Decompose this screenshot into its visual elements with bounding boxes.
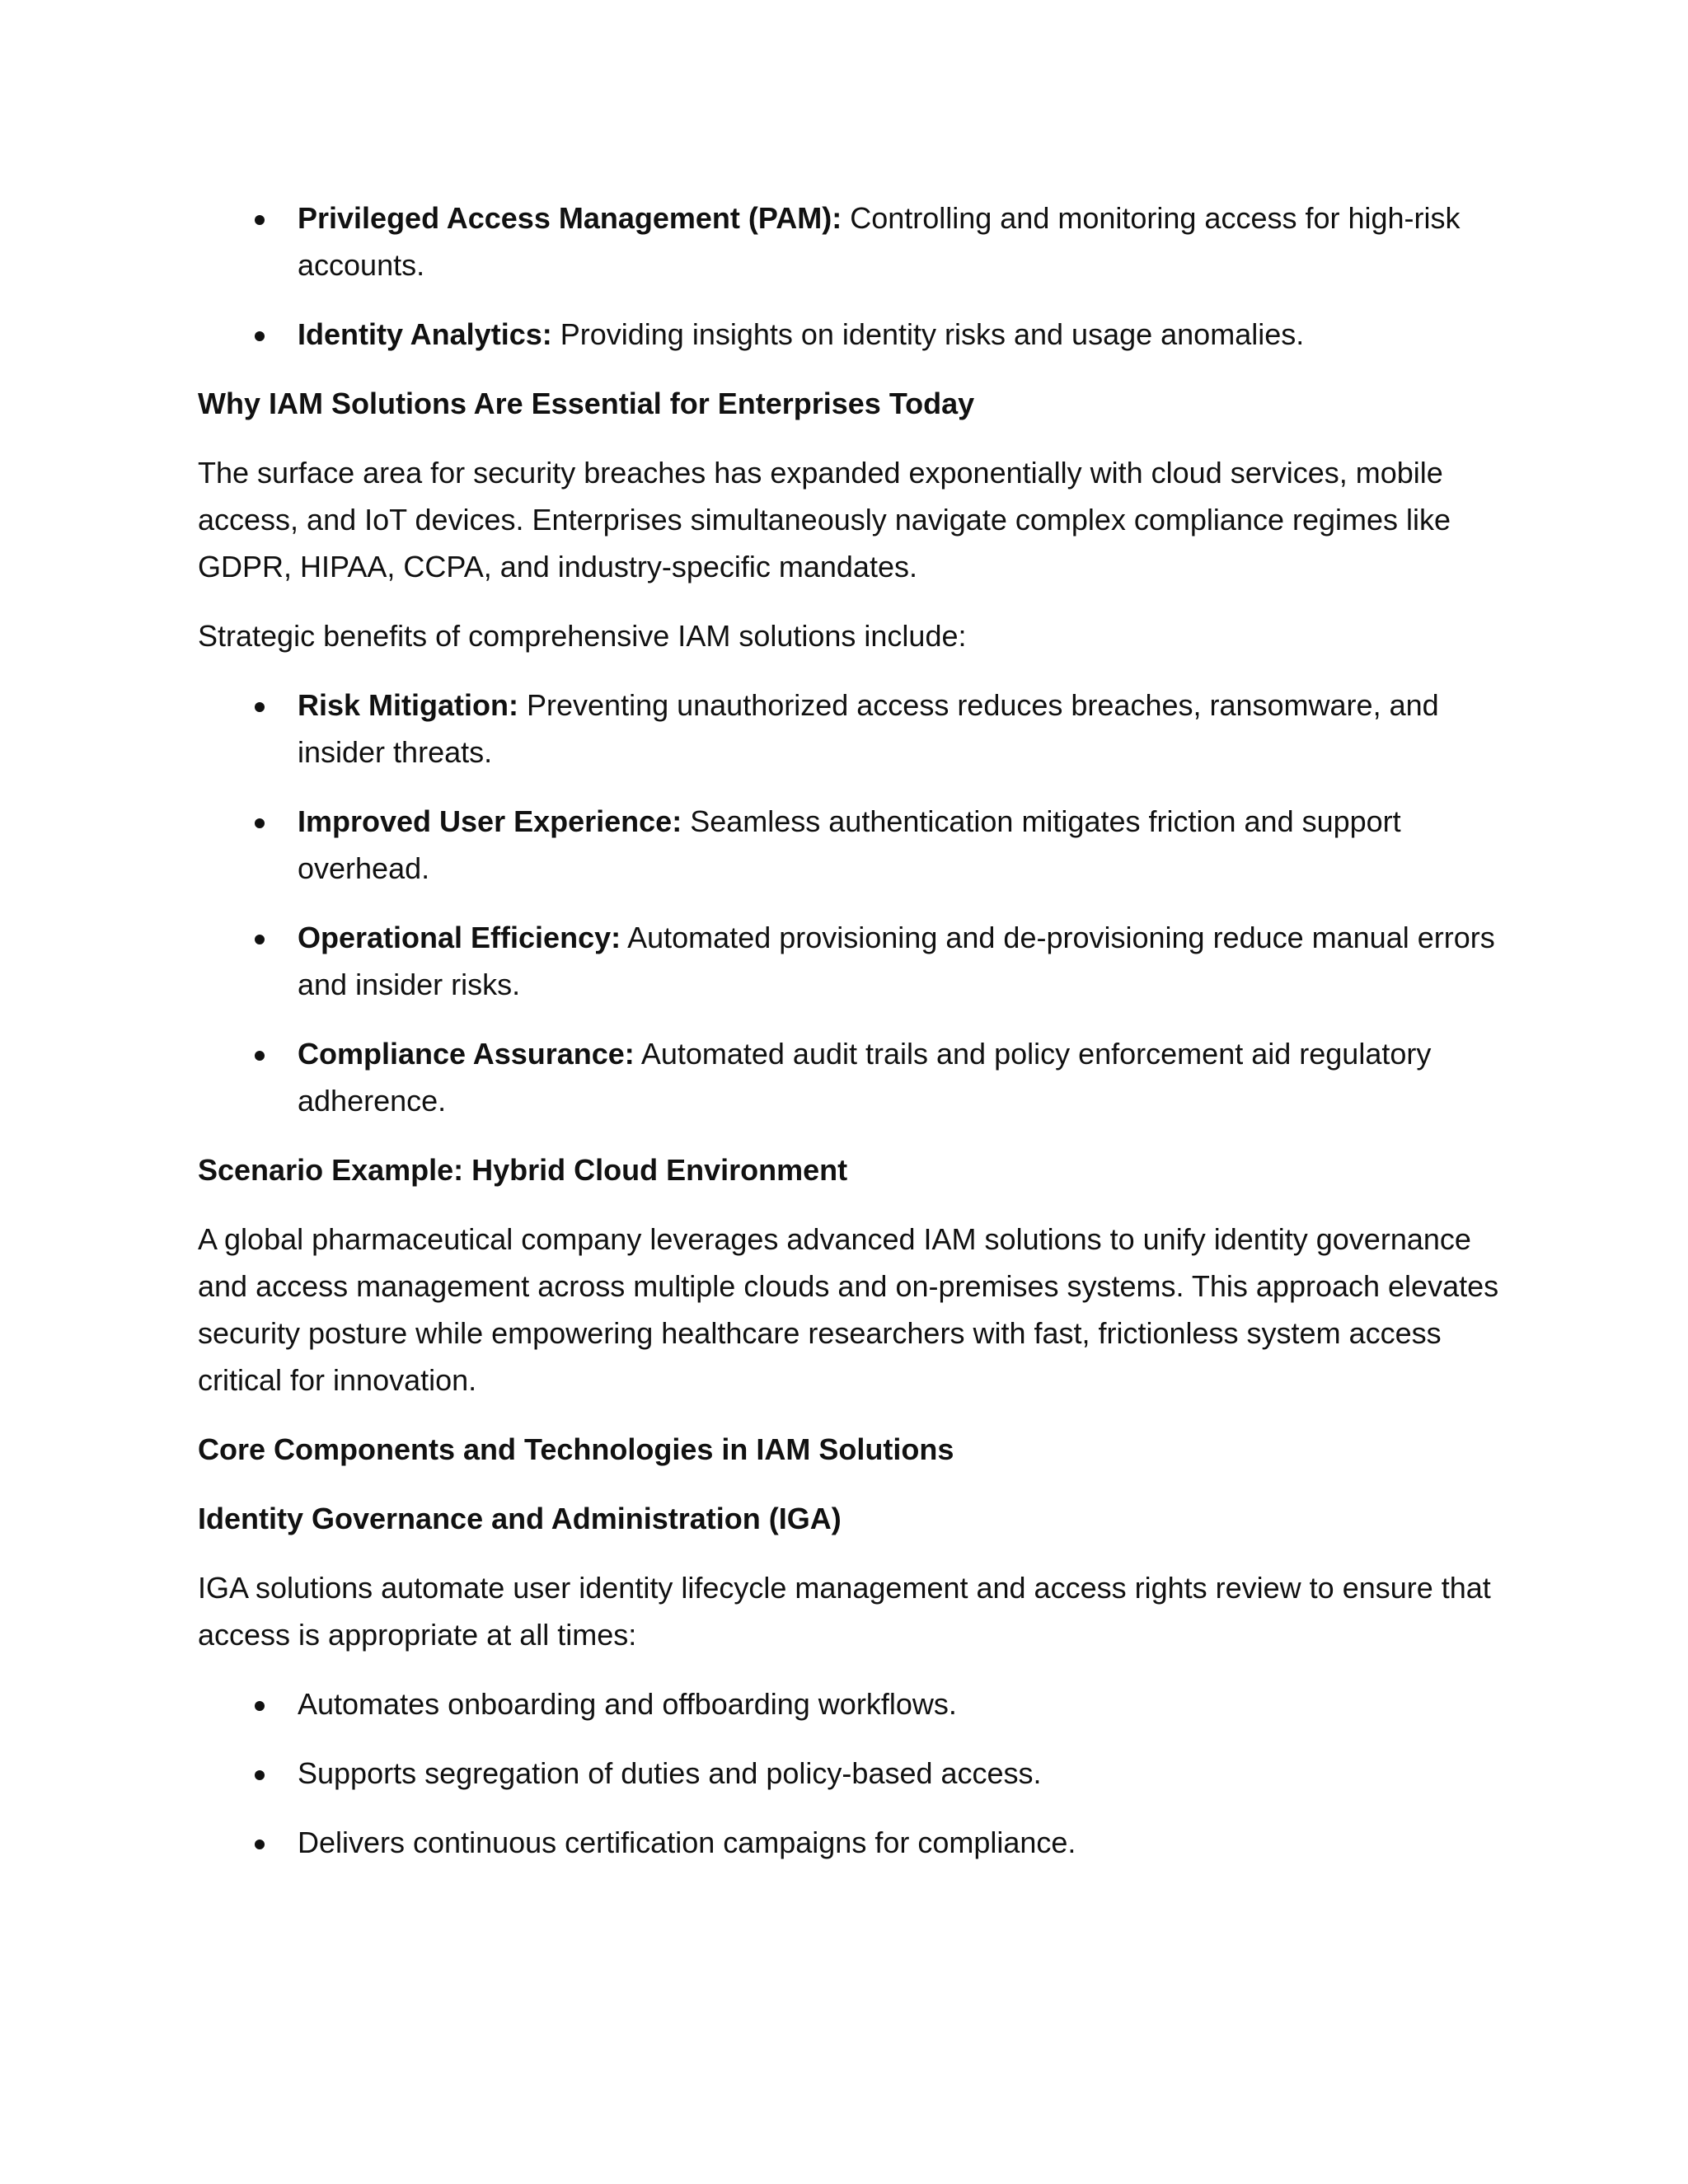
section-heading-why-iam: Why IAM Solutions Are Essential for Enterprises Today xyxy=(198,387,975,420)
paragraph-surface-area: The surface area for security breaches has expanded exponentially with cloud services, mobile access, and IoT devices. Enterprises simultaneously navigate complex compliance regimes like GDPR, HIPAA, CCPA, and industry-specific mandates. xyxy=(198,456,1451,583)
list-item-term: Operational Efficiency: xyxy=(298,921,621,954)
list-item xyxy=(198,914,1500,1008)
section-heading-iga: Identity Governance and Administration (IGA) xyxy=(198,1502,842,1535)
bullet-icon xyxy=(247,914,272,961)
paragraph-scenario: A global pharmaceutical company leverages advanced IAM solutions to unify identity governance and access management across multiple clouds and on-premises systems. This approach elevates security posture while empowering healthcare researchers with fast, frictionless system access critical for innovation. xyxy=(198,1222,1499,1397)
list-item-text: Automates onboarding and offboarding workflows. xyxy=(298,1687,957,1721)
list-item xyxy=(198,1030,1500,1124)
paragraph-iga: IGA solutions automate user identity lifecycle management and access rights review to ensure that access is appropriate at all times: xyxy=(198,1571,1491,1652)
bullet-icon xyxy=(247,1819,272,1866)
benefits-list xyxy=(198,682,1500,1124)
bullet-icon xyxy=(247,798,272,845)
list-item-text: Delivers continuous certification campaigns for compliance. xyxy=(298,1825,1076,1859)
list-item xyxy=(198,194,1500,288)
section-heading-core-components: Core Components and Technologies in IAM Solutions xyxy=(198,1432,954,1466)
capabilities-list xyxy=(198,194,1500,358)
list-item xyxy=(198,1680,1500,1727)
list-item-text: Controlling and monitoring access for high-risk accounts. xyxy=(298,201,1461,282)
bullet-icon xyxy=(247,1750,272,1797)
list-item-text: Seamless authentication mitigates friction and support overhead. xyxy=(298,804,1401,885)
list-item-text: Automated provisioning and de-provisioning reduce manual errors and insider risks. xyxy=(298,921,1495,1001)
bullet-icon xyxy=(247,311,272,358)
list-item xyxy=(198,311,1500,358)
list-item xyxy=(198,682,1500,776)
list-item xyxy=(198,1750,1500,1797)
bullet-icon xyxy=(247,1030,272,1077)
bullet-icon xyxy=(247,682,272,729)
section-heading-scenario: Scenario Example: Hybrid Cloud Environment xyxy=(198,1153,848,1187)
bullet-icon xyxy=(247,1680,272,1727)
list-item xyxy=(198,798,1500,892)
list-item-term: Compliance Assurance: xyxy=(298,1037,635,1071)
list-item xyxy=(198,1819,1500,1866)
list-item-text: Automated audit trails and policy enforcement aid regulatory adherence. xyxy=(298,1037,1432,1118)
paragraph-strategic-benefits: Strategic benefits of comprehensive IAM solutions include: xyxy=(198,619,967,653)
document-body xyxy=(198,194,1500,1888)
list-item-text: Preventing unauthorized access reduces breaches, ransomware, and insider threats. xyxy=(298,688,1439,769)
bullet-icon xyxy=(247,194,272,241)
list-item-text: Supports segregation of duties and policy-based access. xyxy=(298,1756,1042,1790)
list-item-term: Improved User Experience: xyxy=(298,804,682,838)
list-item-term: Privileged Access Management (PAM): xyxy=(298,201,842,235)
list-item-term: Risk Mitigation: xyxy=(298,688,518,722)
list-item-text: Providing insights on identity risks and usage anomalies. xyxy=(551,317,1305,351)
iga-features-list xyxy=(198,1680,1500,1866)
list-item-term: Identity Analytics: xyxy=(298,317,552,351)
